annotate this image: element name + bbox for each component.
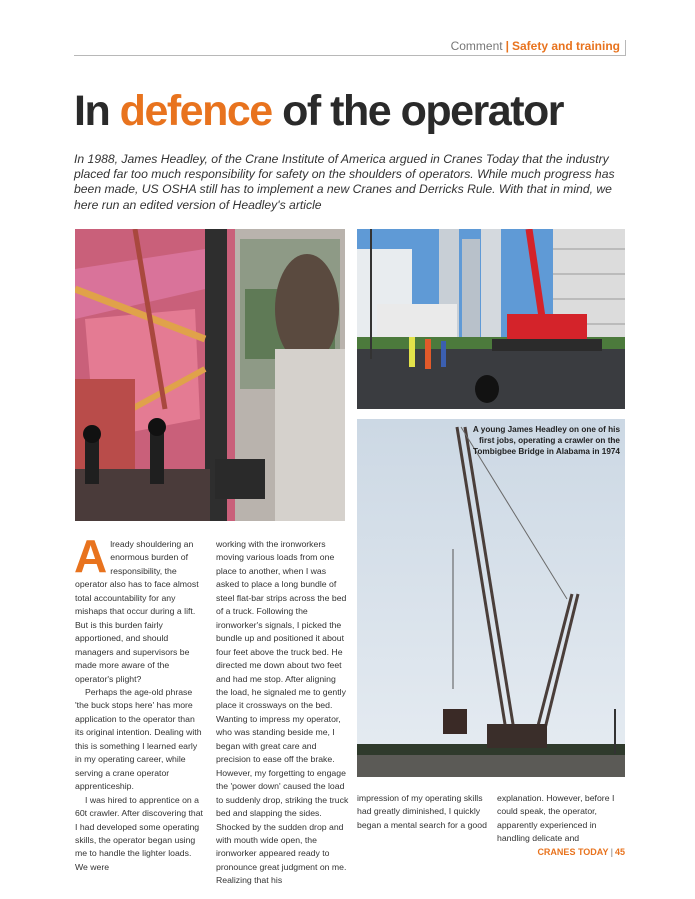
photo-city-crane [357,229,625,409]
column3-paragraph: impression of my operating skills had greatly diminished, I quickly began a mental search for a good [357,793,487,830]
article-column-2 [216,538,349,888]
dropcap: A [74,530,108,582]
column2-paragraph: working with the ironworkers moving various loads from one place to another, when I was asked to place a long bundle of steel flat-bar strips across the bed of a truck. Following the ironworker's signals, I picked the bundle up and positioned it about four feet above the truck bed. He directed me down about two feet and had me stop. After aligning the load, he signaled me to gently place it crossways on the bed. Wanting to impress my operator, who was standing beside me, I began with great care and precision to ease off the brake. However, my forgetting to engage the 'power down' caused the load to suddenly drop, striking the truck bed and slapping the sides. Shocked by the sudden drop and with mouth wide open, the ironworker appeared ready to pronounce great judgment on me. Realizing that his [216,539,349,886]
photo-crane-cab-interior [75,229,345,521]
header-rule-tick [625,40,626,56]
article-column-4 [497,792,630,846]
section-label [451,39,620,53]
column1-paragraph-1: lready shouldering an enormous burden of responsibility, the operator also has to face almost total accountability for any mishaps that occur during a lift. But is this burden fairly apportioned, and should managers and supervisors be made more aware of the operator's plight? [75,539,199,684]
photo-caption: A young James Headley on one of his first jobs, operating a crawler on the Tombigbee Bridge in Alabama in 1974 [472,425,620,456]
column1-paragraph-3: I was hired to apprentice on a 60t crawler. After discovering that I had developed some operating skills, the operator began using me to handle the lighter loads. We were [75,794,203,872]
page-footer [537,847,625,857]
footer-brand: CRANES TODAY [537,847,609,857]
article-standfirst: In 1988, James Headley, of the Crane Institute of America argued in Cranes Today that the industry placed far too much responsibility for safety on the shoulders of operators. While much progress has been made, US OSHA still has to implement a new Cranes and Derricks Rule. With that in mind, we here run an edited version of Headley's article [74,152,615,212]
column4-paragraph: explanation. However, before I could speak, the operator, apparently experienced in handling delicate and [497,793,615,844]
page-number: 45 [614,847,625,857]
title-part-before: In [74,87,120,135]
section-category: Comment [450,39,503,53]
title-highlight: defence [119,87,272,135]
article-title [74,87,564,135]
header-rule [74,55,626,56]
section-separator: | [505,39,509,53]
column1-paragraph-2: Perhaps the age-old phrase 'the buck stops here' has more application to the operator than its original intention. Dealing with this is something I learned early in my operating career, while serving a crane operator apprenticeship. [75,686,202,792]
photo-crawler-cranes [357,419,625,777]
article-column-3 [357,792,489,832]
footer-separator: | [610,847,613,857]
title-part-after: of the operator [271,87,564,135]
section-subcategory: Safety and training [511,39,620,53]
article-column-1 [74,530,205,874]
